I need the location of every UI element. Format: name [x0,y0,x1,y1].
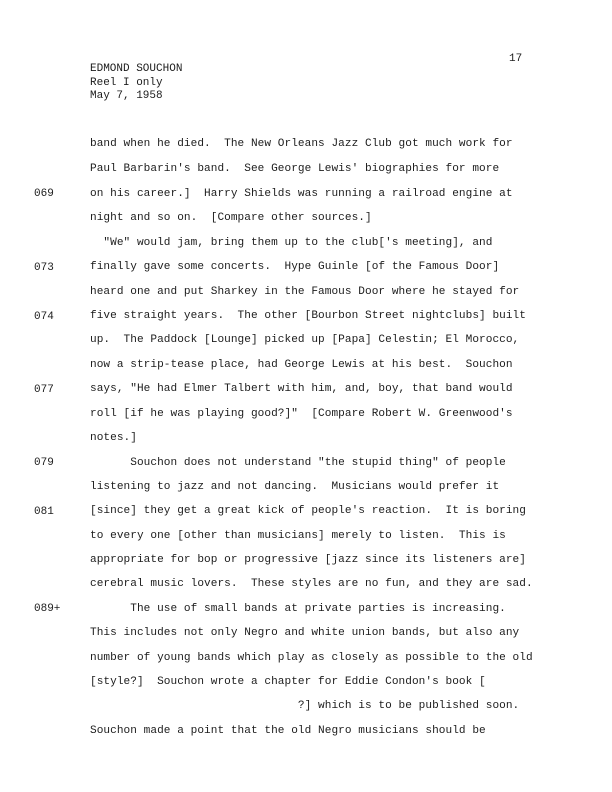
margin-number: 069 [34,188,54,200]
body-line: band when he died. The New Orleans Jazz Club got much work for [90,138,513,150]
body-line: five straight years. The other [Bourbon Street nightclubs] built [90,310,526,322]
body-line: Paul Barbarin's band. See George Lewis' biographies for more [90,163,500,175]
body-line: notes.] [90,432,137,444]
margin-number: 081 [34,506,54,518]
body-line: on his career.] Harry Shields was running a railroad engine at [90,188,513,200]
body-line: now a strip-tease place, had George Lewis at his best. Souchon [90,359,513,371]
margin-number: 077 [34,384,54,396]
body-line: ?] which is to be published soon. [90,700,520,712]
body-line: finally gave some concerts. Hype Guinle [of the Famous Door] [90,261,500,273]
body-line: [style?] Souchon wrote a chapter for Eddie Condon's book [ [90,676,486,688]
body-line: "We" would jam, bring them up to the club['s meeting], and [90,237,493,249]
body-line: number of young bands which play as closely as possible to the old [90,652,533,664]
transcript-header [90,63,182,104]
body-line: listening to jazz and not dancing. Musicians would prefer it [90,481,500,493]
body-line: cerebral music lovers. These styles are no fun, and they are sad. [90,578,533,590]
body-line: [since] they get a great kick of people's reaction. It is boring [90,505,526,517]
body-line: This includes not only Negro and white union bands, but also any [90,627,520,639]
margin-number: 074 [34,311,54,323]
body-line: to every one [other than musicians] merely to listen. This is [90,530,506,542]
body-line: night and so on. [Compare other sources.] [90,212,372,224]
page-number: 17 [509,53,523,65]
body-line: The use of small bands at private parties is increasing. [90,603,506,615]
body-line: heard one and put Sharkey in the Famous Door where he stayed for [90,286,520,298]
body-line: roll [if he was playing good?]" [Compare Robert W. Greenwood's [90,408,513,420]
body-line: Souchon does not understand "the stupid thing" of people [90,457,506,469]
body-line: says, "He had Elmer Talbert with him, and, boy, that band would [90,383,513,395]
interview-date: May 7, 1958 [90,90,163,102]
reel-info: Reel I only [90,76,163,89]
margin-number: 089+ [34,603,61,615]
margin-number: 073 [34,262,54,274]
body-line: Souchon made a point that the old Negro musicians should be [90,725,486,737]
margin-number: 079 [34,457,54,469]
interviewee-name: EDMOND SOUCHON [90,63,183,75]
body-line: appropriate for bop or progressive [jazz since its listeners are] [90,554,526,566]
body-line: up. The Paddock [Lounge] picked up [Papa] Celestin; El Morocco, [90,334,520,346]
